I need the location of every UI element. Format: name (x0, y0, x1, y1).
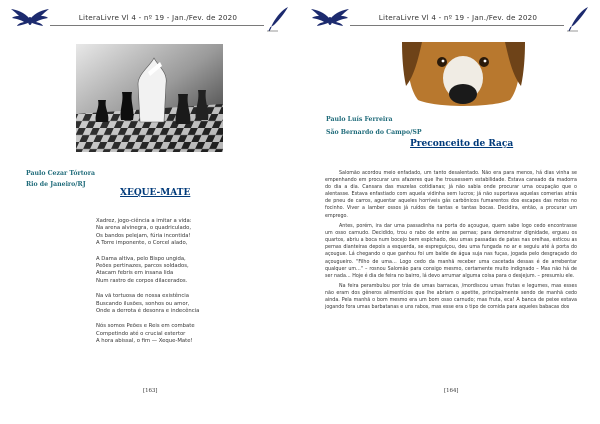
header-title: LiteraLivre Vl 4 - nº 19 - Jan./Fev. de 2020 (378, 13, 538, 22)
poem-stanza (96, 256, 286, 286)
chess-photo (76, 44, 223, 152)
poem-line: Competindo até o crucial estertor (96, 330, 186, 337)
poem-line: Na arena alvinegra, o quadriculado, (96, 225, 192, 232)
header-rule (50, 25, 264, 26)
story-body (325, 170, 577, 315)
poem-line: Onde a derrota é desonra e indecência (96, 308, 200, 315)
story-paragraph: Na feira perambulou por trás de umas barracas, /mordiscou umas frutas e legumes, mas esses não eram dos gêneros alimentícios que lhe abriam o apetite, principalmente sendo de manhã cedo ainda. Pela manhã o bom mesmo era um bom osso carnudo; mas fruta, eca! A banca de peixe estava jogando fora umas barbatanas e uns rabos, mas esse era o tipo de comida para aqueles babacas dos (325, 284, 577, 311)
quill-pen-icon (566, 6, 590, 32)
author-location: São Bernardo do Campo/SP (326, 129, 422, 136)
poem-line: Xadrez, jogo-ciência a imitar a vida: (96, 218, 192, 224)
poem-line: A Torre imponente, o Corcel alado, (96, 240, 188, 247)
poem-line: Os bandos pelejam, fúria incontida! (96, 232, 191, 239)
poem-stanza (96, 218, 286, 248)
author-location: Rio de Janeiro/RJ (26, 181, 86, 188)
dog-photo (402, 42, 525, 108)
poem-line: Buscando ilusões, sonhos ou amor, (96, 300, 190, 307)
poem-line: A hora abissal, o fim — Xeque-Mate! (96, 338, 193, 345)
poem-line: Num rastro de corpos dilacerados. (96, 277, 188, 284)
page-number: [163] (143, 388, 158, 394)
winged-logo-icon (10, 6, 50, 30)
poem-title: XEQUE-MATE (120, 188, 191, 198)
winged-logo-icon (310, 6, 350, 30)
poem-stanza (96, 293, 286, 315)
poem-line: Nós somos Peões e Reis em combate (96, 323, 195, 330)
header-title: LiteraLivre Vl 4 - nº 19 - Jan./Fev. de 2020 (78, 13, 238, 22)
author-name: Paulo Cezar Tórtora (26, 170, 95, 177)
page-number: [164] (444, 388, 459, 394)
story-paragraph: Salomão acordou meio enfadado, um tanto desalentado. Não era para menos, há dias vinha se empenhando em procurar uns afazeres que lhe trouxessem estabilidade. Estava cansado da madorra do dia a dia. Cansara das mazelas cotidianas; já não sabia onde procurar uma ocupação que o alentasse. Estava enfastiado com aquela vidinha sem lucros; já não suportava aquelas comerias atrás de pneu de carros, aguentar aqueles horríveis gás carbônicos fumarentos dos escapes das motos no focinho. Viver a lamber ossos já ruídos de tantas e tantas bocas. Decidira, então, a procurar um emprego. (325, 171, 577, 219)
page-header (10, 6, 290, 32)
page-header (310, 6, 590, 32)
poem-stanza (96, 323, 286, 345)
poem-line: Peões pertinazes, parcos soldados, (96, 263, 189, 270)
story-paragraph: Antes, porém, ira dar uma passadinha na porta do açougue, quem sabe logo cedo encontrasse um osso carnudo. Decidido, trou o rabo de entre as pernas; para demonstrar dignidade, ergueu os quartos, abriu a boca num bocejo bem espichado, deu umas passadas de patas nas orelhas, esticou as pernas dianteiras depois a esquerda, se espreguiçou, deu uma fungada no ar e seguiu até à porta do açougue. Lá chegando o que ganhou foi um balde de água suja nas fuças, jogada pelo desgraçado do açougueiro. "Filho de uma… Logo cedo da manhã receber uma cacetada dessas é de arrebentar qualquer um…" – rosnou Salomão para consigo mesmo, certamente muito indignado – Mas não há de ser nada… Hoje é dia de feira no bairro, lá devo arrumar alguma coisa para o desjejum. – presumiu ele. (325, 224, 577, 279)
story-title: Preconceito de Raça (410, 139, 514, 149)
poem-line: A Dama altiva, pelo Bispo ungida, (96, 255, 186, 262)
poem-line: Atacam febris em insana lida (96, 270, 174, 277)
author-name: Paulo Luís Ferreira (326, 116, 393, 123)
poem-line: Na vã tortuosa de nossa existência (96, 293, 190, 300)
quill-pen-icon (266, 6, 290, 32)
header-rule (350, 25, 564, 26)
poem-body (96, 218, 286, 354)
